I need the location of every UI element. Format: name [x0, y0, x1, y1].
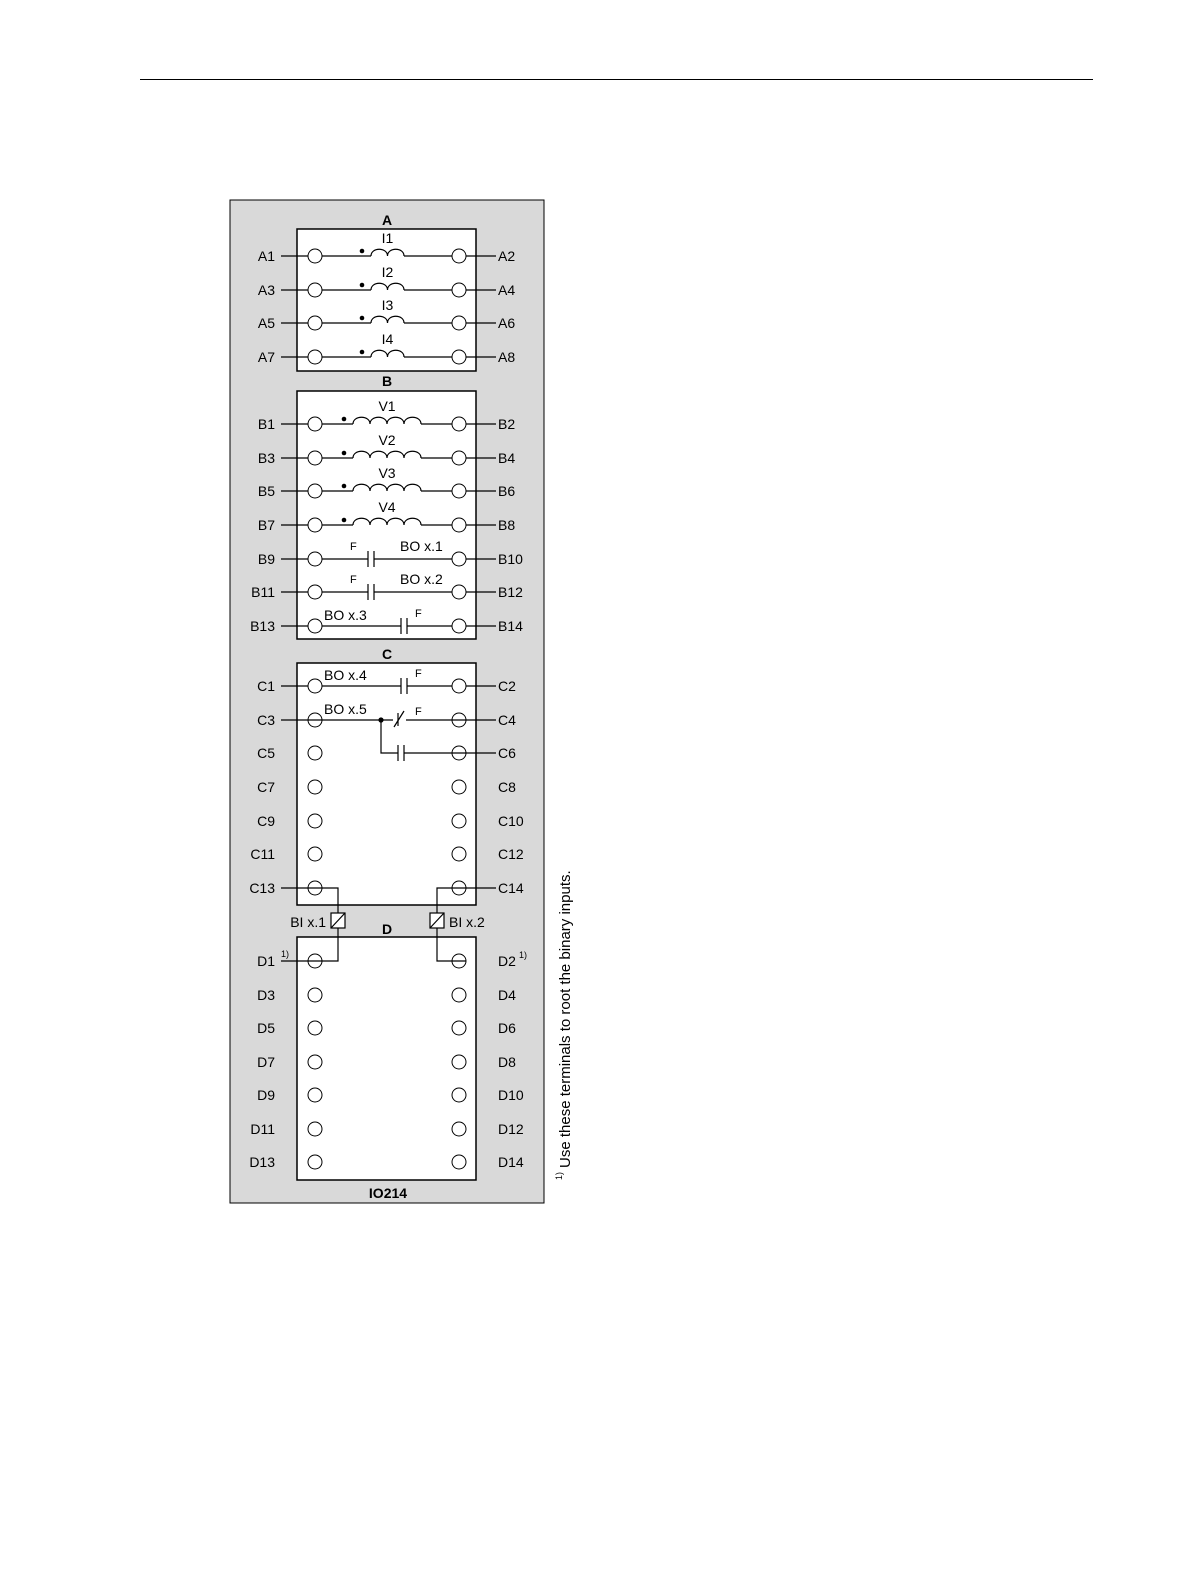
contact-label: BO x.2: [400, 571, 443, 587]
terminal-label: C11: [250, 846, 275, 862]
terminal-screw: [452, 1155, 466, 1169]
terminal-screw: [452, 847, 466, 861]
terminal-screw: [308, 451, 322, 465]
polarity-dot: [360, 283, 365, 288]
terminal-screw: [452, 518, 466, 532]
terminal-screw: [452, 988, 466, 1002]
terminal-label: D9: [257, 1087, 275, 1103]
terminal-label: A6: [498, 315, 516, 331]
terminal-screw: [308, 417, 322, 431]
terminal-screw: [308, 814, 322, 828]
terminal-screw: [308, 1021, 322, 1035]
terminal-label: C2: [498, 678, 516, 694]
polarity-dot: [360, 350, 365, 355]
binary-input-symbol-left: [331, 913, 345, 928]
module-name: IO214: [368, 1185, 408, 1201]
footnote-marker-d1: 1): [281, 949, 290, 959]
terminal-label: B6: [498, 483, 516, 499]
block-d-frame: [297, 937, 476, 1180]
terminal-screw: [308, 746, 322, 760]
terminal-screw: [308, 1055, 322, 1069]
coil-label: I3: [381, 297, 394, 313]
contact-label: BO x.1: [400, 538, 443, 554]
terminal-screw: [452, 1088, 466, 1102]
footnote-marker: 1): [554, 1171, 564, 1180]
block-d-title: D: [381, 921, 393, 937]
coil-label: V3: [378, 465, 396, 481]
terminal-label: D12: [498, 1121, 524, 1137]
terminal-label: B2: [498, 416, 516, 432]
footnote: [554, 870, 574, 1180]
terminal-screw: [452, 679, 466, 693]
terminal-screw: [308, 847, 322, 861]
contact-flag: F: [415, 668, 422, 680]
terminal-screw: [452, 451, 466, 465]
terminal-screw: [452, 249, 466, 263]
contact-flag: F: [350, 574, 357, 586]
terminal-label: C8: [498, 779, 516, 795]
terminal-label: B7: [257, 517, 275, 533]
terminal-screw: [452, 316, 466, 330]
footnote-text: Use these terminals to root the binary inputs.: [557, 870, 574, 1168]
polarity-dot: [360, 249, 365, 254]
terminal-label: A3: [257, 282, 275, 298]
terminal-label: D14: [498, 1154, 524, 1170]
terminal-screw: [452, 780, 466, 794]
terminal-screw: [308, 1122, 322, 1136]
block-c-title: C: [381, 646, 393, 662]
terminal-label: C14: [498, 880, 524, 896]
terminal-label: D1: [257, 953, 275, 969]
terminal-label: C9: [257, 813, 275, 829]
terminal-label: C13: [249, 880, 275, 896]
polarity-dot: [342, 518, 347, 523]
terminal-label: B9: [257, 551, 275, 567]
terminal-screw: [452, 1055, 466, 1069]
terminal-screw: [452, 283, 466, 297]
coil-label: V4: [378, 499, 396, 515]
contact-label: BO x.4: [324, 667, 367, 683]
block-b-title: B: [381, 373, 393, 389]
terminal-label: D7: [257, 1054, 275, 1070]
terminal-screw: [308, 518, 322, 532]
terminal-screw: [308, 679, 322, 693]
terminal-label: C12: [498, 846, 524, 862]
contact-flag: F: [350, 541, 357, 553]
footnote-marker-d2: 1): [519, 950, 528, 960]
terminal-label: B1: [257, 416, 275, 432]
block-a-title: A: [381, 212, 393, 228]
terminal-label: A2: [498, 248, 516, 264]
terminal-screw: [452, 350, 466, 364]
terminal-label: A7: [257, 349, 275, 365]
terminal-label: B14: [498, 618, 523, 634]
terminal-label: B8: [498, 517, 516, 533]
terminal-label: A4: [498, 282, 516, 298]
terminal-label: D6: [498, 1020, 516, 1036]
terminal-label: C4: [498, 712, 516, 728]
coil-label: I1: [381, 230, 394, 246]
terminal-label: D13: [249, 1154, 275, 1170]
polarity-dot: [342, 451, 347, 456]
terminal-screw: [308, 988, 322, 1002]
binary-input-label-right: BI x.2: [449, 914, 485, 930]
terminal-screw: [308, 484, 322, 498]
terminal-label: B11: [251, 584, 275, 600]
terminal-screw: [308, 249, 322, 263]
terminal-label: D8: [498, 1054, 516, 1070]
changeover-flag: F: [415, 706, 422, 718]
terminal-screw: [308, 780, 322, 794]
block-c-frame: [297, 663, 476, 905]
terminal-label: D2: [498, 953, 516, 969]
terminal-screw: [308, 316, 322, 330]
terminal-label: C5: [257, 745, 275, 761]
terminal-label: C6: [498, 745, 516, 761]
terminal-screw: [452, 814, 466, 828]
coil-label: I4: [381, 331, 394, 347]
terminal-screw: [452, 1122, 466, 1136]
polarity-dot: [342, 417, 347, 422]
polarity-dot: [360, 316, 365, 321]
terminal-screw: [308, 350, 322, 364]
terminal-screw: [308, 552, 322, 566]
terminal-screw: [308, 283, 322, 297]
changeover-label: BO x.5: [324, 701, 367, 717]
terminal-screw: [308, 619, 322, 633]
terminal-label: D3: [257, 987, 275, 1003]
binary-input-symbol-right: [430, 913, 444, 928]
terminal-label: B13: [250, 618, 275, 634]
coil-label: V1: [378, 398, 396, 414]
contact-flag: F: [415, 608, 422, 620]
binary-input-label-left: BI x.1: [290, 914, 326, 930]
terminal-label: B12: [498, 584, 523, 600]
terminal-screw: [452, 619, 466, 633]
terminal-label: A1: [257, 248, 275, 264]
terminal-label: A5: [257, 315, 275, 331]
terminal-label: D11: [250, 1121, 275, 1137]
terminal-label: D4: [498, 987, 516, 1003]
terminal-label: C10: [498, 813, 524, 829]
terminal-label: C1: [257, 678, 275, 694]
block-b-frame: [297, 391, 476, 639]
terminal-screw: [308, 1155, 322, 1169]
terminal-label: D5: [257, 1020, 275, 1036]
terminal-screw: [452, 1021, 466, 1035]
terminal-label: C3: [257, 712, 275, 728]
terminal-label: C7: [257, 779, 275, 795]
terminal-label: B3: [257, 450, 275, 466]
polarity-dot: [342, 484, 347, 489]
terminal-screw: [452, 417, 466, 431]
terminal-screw: [452, 484, 466, 498]
coil-label: I2: [381, 264, 394, 280]
terminal-label: A8: [498, 349, 516, 365]
coil-label: V2: [378, 432, 396, 448]
terminal-screw: [308, 1088, 322, 1102]
terminal-label: D10: [498, 1087, 524, 1103]
terminal-screw: [452, 585, 466, 599]
contact-label: BO x.3: [324, 607, 367, 623]
terminal-label: B10: [498, 551, 523, 567]
terminal-label: B5: [257, 483, 275, 499]
terminal-label: B4: [498, 450, 516, 466]
terminal-screw: [308, 585, 322, 599]
terminal-screw: [452, 552, 466, 566]
